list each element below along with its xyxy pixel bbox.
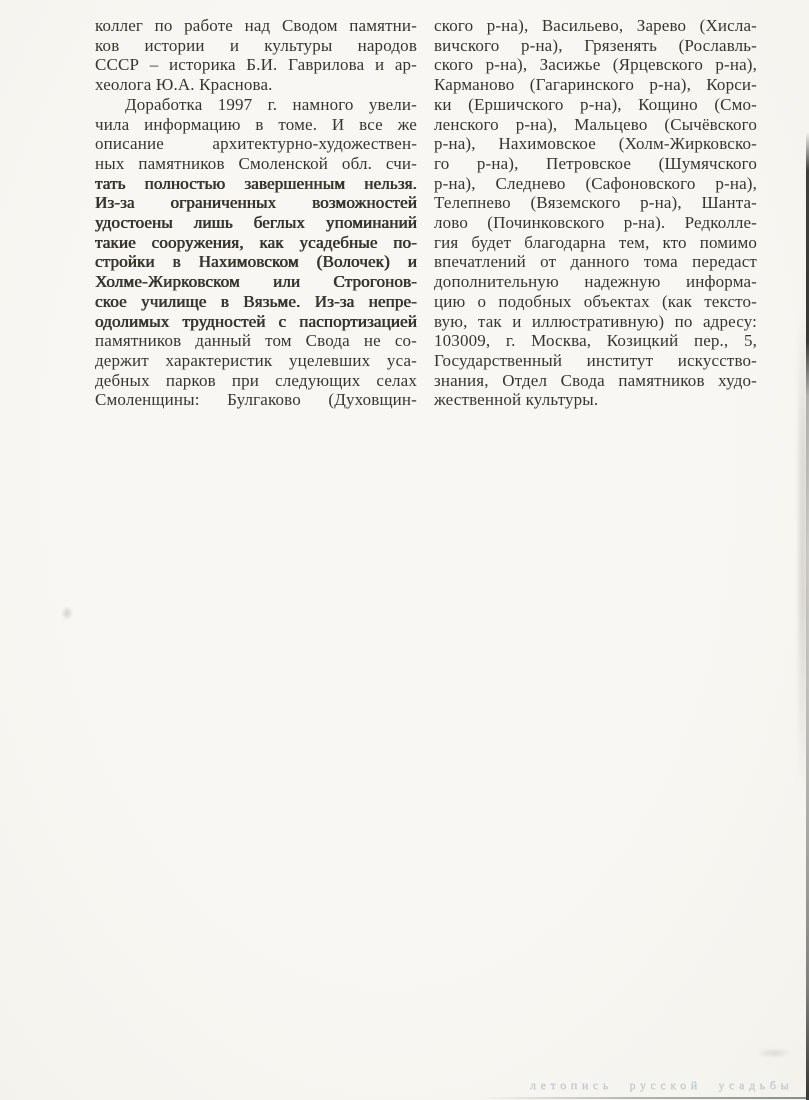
text-line: гия будет благодарна тем, кто помимо: [434, 232, 757, 252]
text-line: Доработка 1997 г. намного увели-: [125, 94, 417, 114]
text-line: Холме-Жирковском или Строгонов-: [95, 272, 417, 292]
text-line: Карманово (Гагаринского р-на), Корси-: [434, 75, 757, 95]
scan-speck-artifact: [61, 606, 73, 620]
text-line: СССР – историка Б.И. Гаврилова и ар-: [95, 55, 417, 75]
text-line: р-на), Нахимовское (Холм-Жирковско-: [434, 134, 757, 154]
text-line: дебных парков при следующих селах: [95, 370, 417, 390]
right-text-column: [434, 16, 757, 410]
text-columns: [95, 16, 757, 410]
text-line: держит характеристик уцелевших уса-: [95, 350, 417, 370]
text-line: вичского р-на), Грязенять (Рославль-: [434, 35, 757, 55]
text-line: ское училище в Вязьме. Из-за непре-: [95, 291, 417, 311]
text-line: такие сооружения, как усадебные по-: [95, 232, 417, 252]
series-watermark-text: летопись русской усадьбы: [529, 1078, 793, 1092]
text-line: го р-на), Петровское (Шумячского: [434, 153, 757, 173]
text-line: ки (Ершичского р-на), Кощино (Смо-: [434, 94, 757, 114]
text-line: одолимых трудностей с паспортизацией: [95, 311, 417, 331]
text-line: удостоены лишь беглых упоминаний: [95, 213, 417, 233]
text-line: Смоленщины: Булгаково (Духовщин-: [95, 390, 417, 410]
text-line: ленского р-на), Мальцево (Сычёвского: [434, 114, 757, 134]
text-line: Телепнево (Вяземского р-на), Шанта-: [434, 193, 757, 213]
text-line: р-на), Следнево (Сафоновского р-на),: [434, 173, 757, 193]
text-line: Из-за ограниченных возможностей: [95, 193, 417, 213]
text-line: памятников данный том Свода не со-: [95, 331, 417, 351]
text-line: цию о подобных объектах (как тексто-: [434, 291, 757, 311]
text-line: ных памятников Смоленской обл. счи-: [95, 153, 417, 173]
text-line: Государственный институт искусство-: [434, 350, 757, 370]
text-line: ского р-на), Засижье (Ярцевского р-на),: [434, 55, 757, 75]
text-line: хеолога Ю.А. Краснова.: [95, 75, 273, 95]
scan-bottom-line-artifact: [479, 1097, 809, 1099]
text-line: тать полностью завершенным нельзя.: [95, 173, 417, 193]
scan-corner-smudge-artifact: [757, 1048, 791, 1058]
text-line: 103009, г. Москва, Козицкий пер., 5,: [434, 331, 757, 351]
text-line: ков истории и культуры народов: [95, 35, 417, 55]
text-line: вую, так и иллюстративную) по адресу:: [434, 311, 757, 331]
text-line: описание архитектурно-художествен-: [95, 134, 417, 154]
text-line: дополнительную надежную информа-: [434, 272, 757, 292]
text-line: знания, Отдел Свода памятников худо-: [434, 370, 757, 390]
text-line: ского р-на), Васильево, Зарево (Хисла-: [434, 16, 757, 35]
text-line: лово (Починковского р-на). Редколле-: [434, 213, 757, 233]
text-line: коллег по работе над Сводом памятни-: [95, 16, 417, 35]
text-line: впечатлений от данного тома передаст: [434, 252, 757, 272]
text-line: стройки в Нахимовском (Волочек) и: [95, 252, 417, 272]
left-text-column: [95, 16, 417, 410]
text-line: жественной культуры.: [434, 390, 599, 410]
text-line: чила информацию в томе. И все же: [95, 114, 417, 134]
